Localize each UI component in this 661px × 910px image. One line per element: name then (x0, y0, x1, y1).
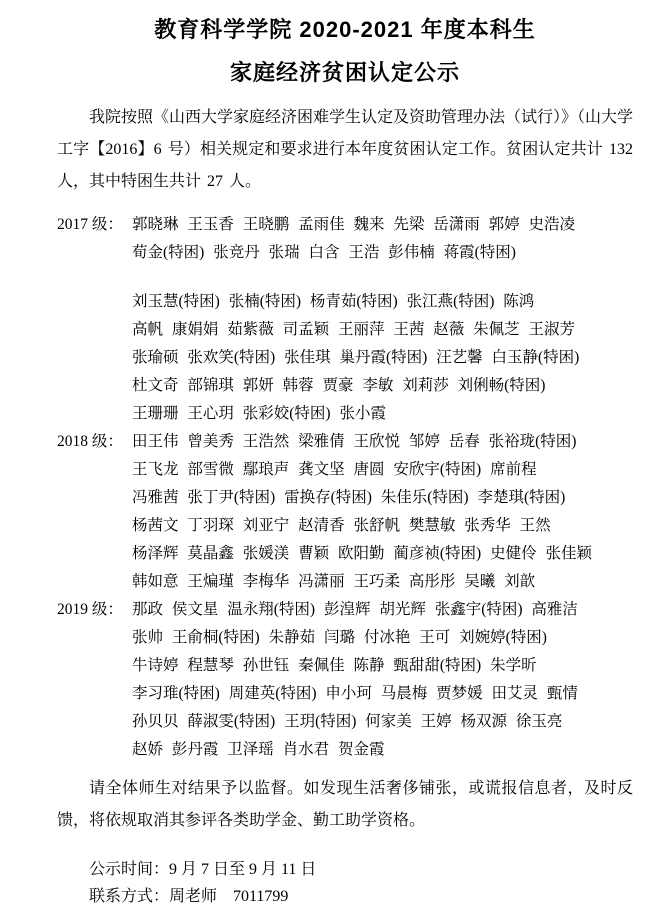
name-row (57, 708, 633, 736)
name-list-line: 冯雅茜 张丁尹(特困) 雷换存(特困) 朱佳乐(特困) 李楚琪(特困) (132, 489, 566, 506)
name-list-line: 王珊珊 王心玥 张彩姣(特困) 张小霞 (132, 405, 386, 422)
name-list-line: 韩如意 王煸瑾 李梅华 冯潇丽 王巧柔 高彤彤 吴曦 刘歆 (132, 573, 536, 590)
name-row (57, 456, 633, 484)
page-title-line2: 家庭经济贫困认定公示 (229, 60, 460, 85)
name-row (57, 428, 633, 456)
name-list-line: 荀金(特困) 张竞丹 张瑞 白含 王浩 彭伟楠 蒋霞(特困) (132, 244, 516, 261)
name-row (57, 211, 633, 239)
name-list-line: 王飞龙 部雪微 鄢琅声 龚文坚 唐圆 安欣宇(特困) 席前程 (132, 461, 537, 478)
name-list-line: 牛诗婷 程慧琴 孙世钰 秦佩佳 陈静 甄甜甜(特困) 朱学昕 (132, 657, 537, 674)
name-list-line: 杨茜文 丁羽琛 刘亚宁 赵清香 张舒帆 樊慧敏 张秀华 王然 (132, 517, 551, 534)
page-title-line1: 教育科学学院 2020-2021 年度本科生 (154, 17, 536, 42)
grade-label: 2018 级： (57, 433, 123, 450)
name-row (57, 288, 633, 316)
name-row (57, 568, 633, 596)
name-list-line: 郭晓琳 王玉香 王晓鹏 孟雨佳 魏来 先梁 岳潇雨 郭婷 史浩凌 (132, 216, 576, 233)
name-list-line: 张帅 王俞桐(特困) 朱静茹 闫璐 付冰艳 王可 刘婉婷(特困) (132, 629, 547, 646)
name-list-line: 孙贝贝 薛淑雯(特困) 王玥(特困) 何家美 王婷 杨双源 徐玉亮 (132, 713, 563, 730)
grade-sections (57, 211, 633, 764)
name-row (57, 680, 633, 708)
name-row (57, 624, 633, 652)
intro-paragraph: 我院按照《山西大学家庭经济困难学生认定及资助管理办法（试行）》（山大学工字【2016】6 号）相关规定和要求进行本年度贫困认定工作。贫困认定共计 132 人，其中特困生共计 27 人。 (57, 109, 634, 190)
blank-spacer (57, 267, 633, 288)
name-row (57, 344, 633, 372)
name-list-line: 张瑜硕 张欢笑(特困) 张佳琪 巢丹霞(特困) 汪艺馨 白玉静(特困) (132, 349, 580, 366)
name-list-line: 赵娇 彭丹霞 卫泽瑶 肖水君 贺金霞 (132, 741, 385, 758)
name-list-line: 刘玉慧(特困) 张楠(特困) 杨青茹(特困) 张江燕(特困) 陈鸿 (132, 293, 535, 310)
name-list-line: 那政 侯文星 温永翔(特困) 彭湟辉 胡光辉 张鑫宇(特困) 高雅洁 (132, 601, 578, 618)
name-row (57, 596, 633, 624)
contact-info: 联系方式：周老师 7011799 (89, 888, 289, 905)
name-list-line: 高帆 康娟娟 茹紫薇 司孟颖 王丽萍 王茜 赵薇 朱佩芝 王淑芳 (132, 321, 576, 338)
name-row (57, 239, 633, 267)
name-list-line: 杜文奇 部锦琪 郭妍 韩蓉 贾豪 李敏 刘莉莎 刘俐畅(特困) (132, 377, 546, 394)
grade-label: 2019 级： (57, 601, 123, 618)
name-list-line: 杨泽辉 莫晶鑫 张媛渼 曹颖 欧阳勤 蔺彦祯(特困) 史健伶 张佳颖 (132, 545, 592, 562)
publicity-period: 公示时间：9 月 7 日至 9 月 11 日 (89, 861, 317, 878)
name-list-line: 李习琟(特困) 周建英(特困) 申小珂 马晨梅 贾梦媛 田艾灵 甄情 (132, 685, 578, 702)
name-list-line: 田王伟 曾美秀 王浩然 梁雅倩 王欣悦 邹婷 岳春 张裕珑(特困) (132, 433, 577, 450)
name-row (57, 736, 633, 764)
name-row (57, 512, 633, 540)
name-row (57, 652, 633, 680)
grade-label: 2017 级： (57, 216, 123, 233)
name-row (57, 484, 633, 512)
name-row (57, 316, 633, 344)
supervision-paragraph: 请全体师生对结果予以监督。如发现生活奢侈铺张，或谎报信息者，及时反馈，将依规取消其参评各类助学金、勤工助学资格。 (57, 780, 633, 829)
name-row (57, 372, 633, 400)
name-row (57, 400, 633, 428)
name-row (57, 540, 633, 568)
